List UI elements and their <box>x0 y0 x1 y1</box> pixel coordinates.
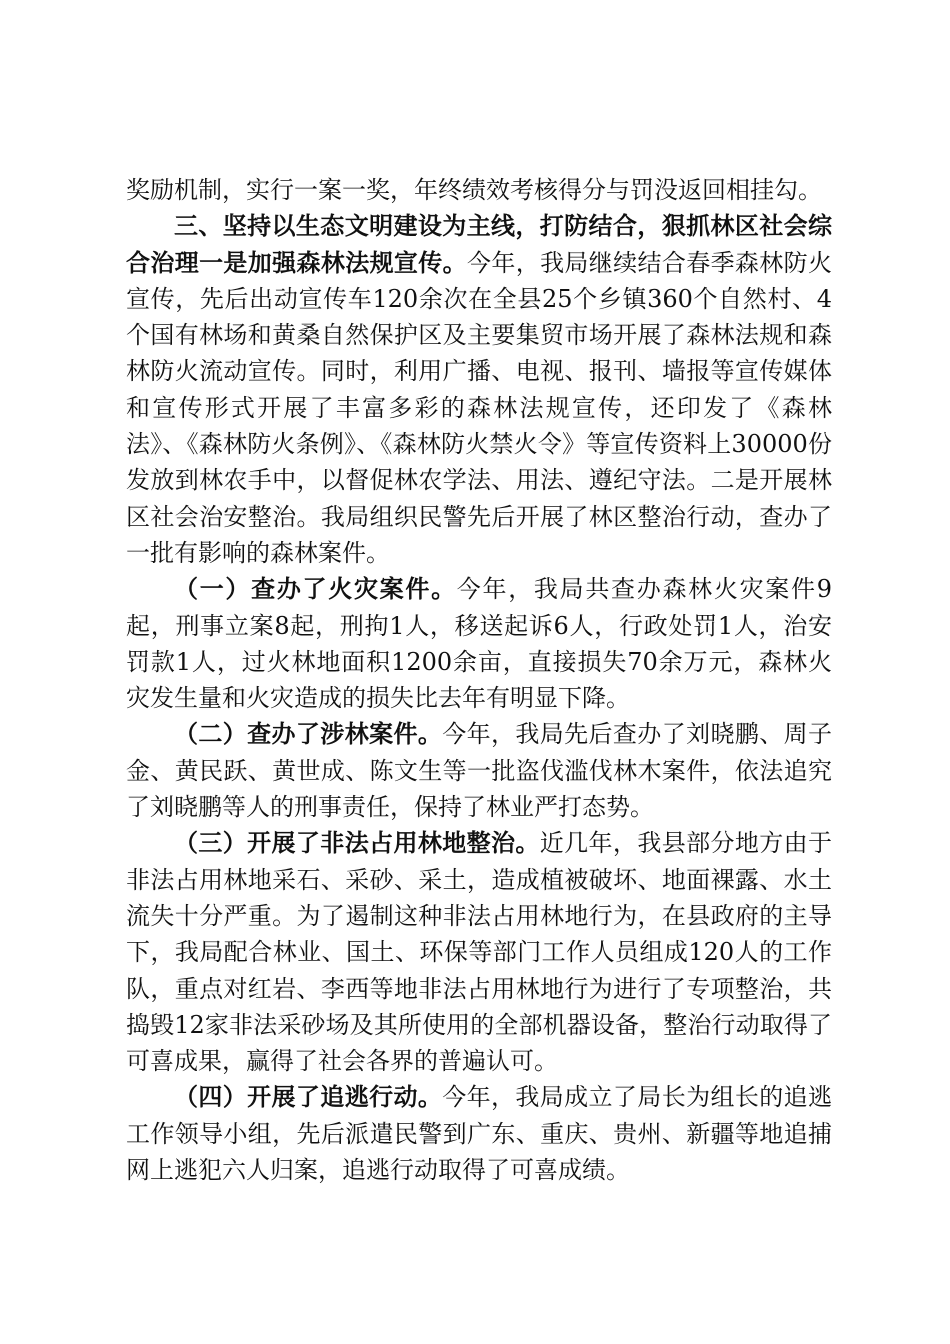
section-heading: 三、坚持以生态文明建设为主线，打防结合，狠抓林区社会综合治理一是加强森林法规宣传。 <box>126 212 832 277</box>
paragraph-fugitive-pursuit <box>126 1079 832 1188</box>
subsection-heading: （二）查办了涉林案件。 <box>174 720 443 749</box>
paragraph-text: 奖励机制，实行一案一奖，年终绩效考核得分与罚没返回相挂勾。 <box>126 176 822 204</box>
subsection-heading: （三）开展了非法占用林地整治。 <box>174 829 540 858</box>
document-body <box>126 172 832 1188</box>
paragraph-text: 今年，我局继续结合春季森林防火宣传，先后出动宣传车120余次在全县25个乡镇360个自然村、4个国有林场和黄桑自然保护区及主要集贸市场开展了森林法规和森林防火流动宣传。同时，利用广播、电视、报刊、墙报等宣传媒体和宣传形式开展了丰富多彩的森林法规宣传，还印发了《森林法》、《森林防火条例》、《森林防火禁火令》等宣传资料上30000份发放到林农手中，以督促林农学法、用法、遵纪守法。二是开展林区社会治安整治。我局组织民警先后开展了林区整治行动，查办了一批有影响的森林案件。 <box>126 248 832 567</box>
paragraph-fire-cases <box>126 571 832 716</box>
subsection-heading: （四）开展了追逃行动。 <box>174 1083 443 1112</box>
paragraph-continuation <box>126 172 832 208</box>
paragraph-forest-cases <box>126 716 832 825</box>
paragraph-text: 今年，我局共查办森林火灾案件9起，刑事立案8起，刑拘1人，移送起诉6人，行政处罚1人，治安罚款1人，过火林地面积1200余亩，直接损失70余万元，森林火灾发生量和火灾造成的损失比去年有明显下降。 <box>126 575 832 713</box>
paragraph-section-three <box>126 208 832 571</box>
paragraph-text: 今年，我局成立了局长为组长的追逃工作领导小组，先后派遣民警到广东、重庆、贵州、新疆等地追捕网上逃犯六人归案，追逃行动取得了可喜成绩。 <box>126 1083 833 1185</box>
paragraph-land-occupation <box>126 825 832 1079</box>
paragraph-text: 近几年，我县部分地方由于非法占用林地采石、采砂、采土，造成植被破坏、地面裸露、水土流失十分严重。为了遏制这种非法占用林地行为，在县政府的主导下，我局配合林业、国土、环保等部门工作人员组成120人的工作队，重点对红岩、李西等地非法占用林地行为进行了专项整治，共捣毁12家非法采砂场及其所使用的全部机器设备，整治行动取得了可喜成果，赢得了社会各界的普遍认可。 <box>126 829 833 1076</box>
paragraph-text: 今年，我局先后查办了刘晓鹏、周子金、黄民跃、黄世成、陈文生等一批盗伐滥伐林木案件，依法追究了刘晓鹏等人的刑事责任，保持了林业严打态势。 <box>126 720 833 822</box>
subsection-heading: （一）查办了火灾案件。 <box>174 575 457 604</box>
